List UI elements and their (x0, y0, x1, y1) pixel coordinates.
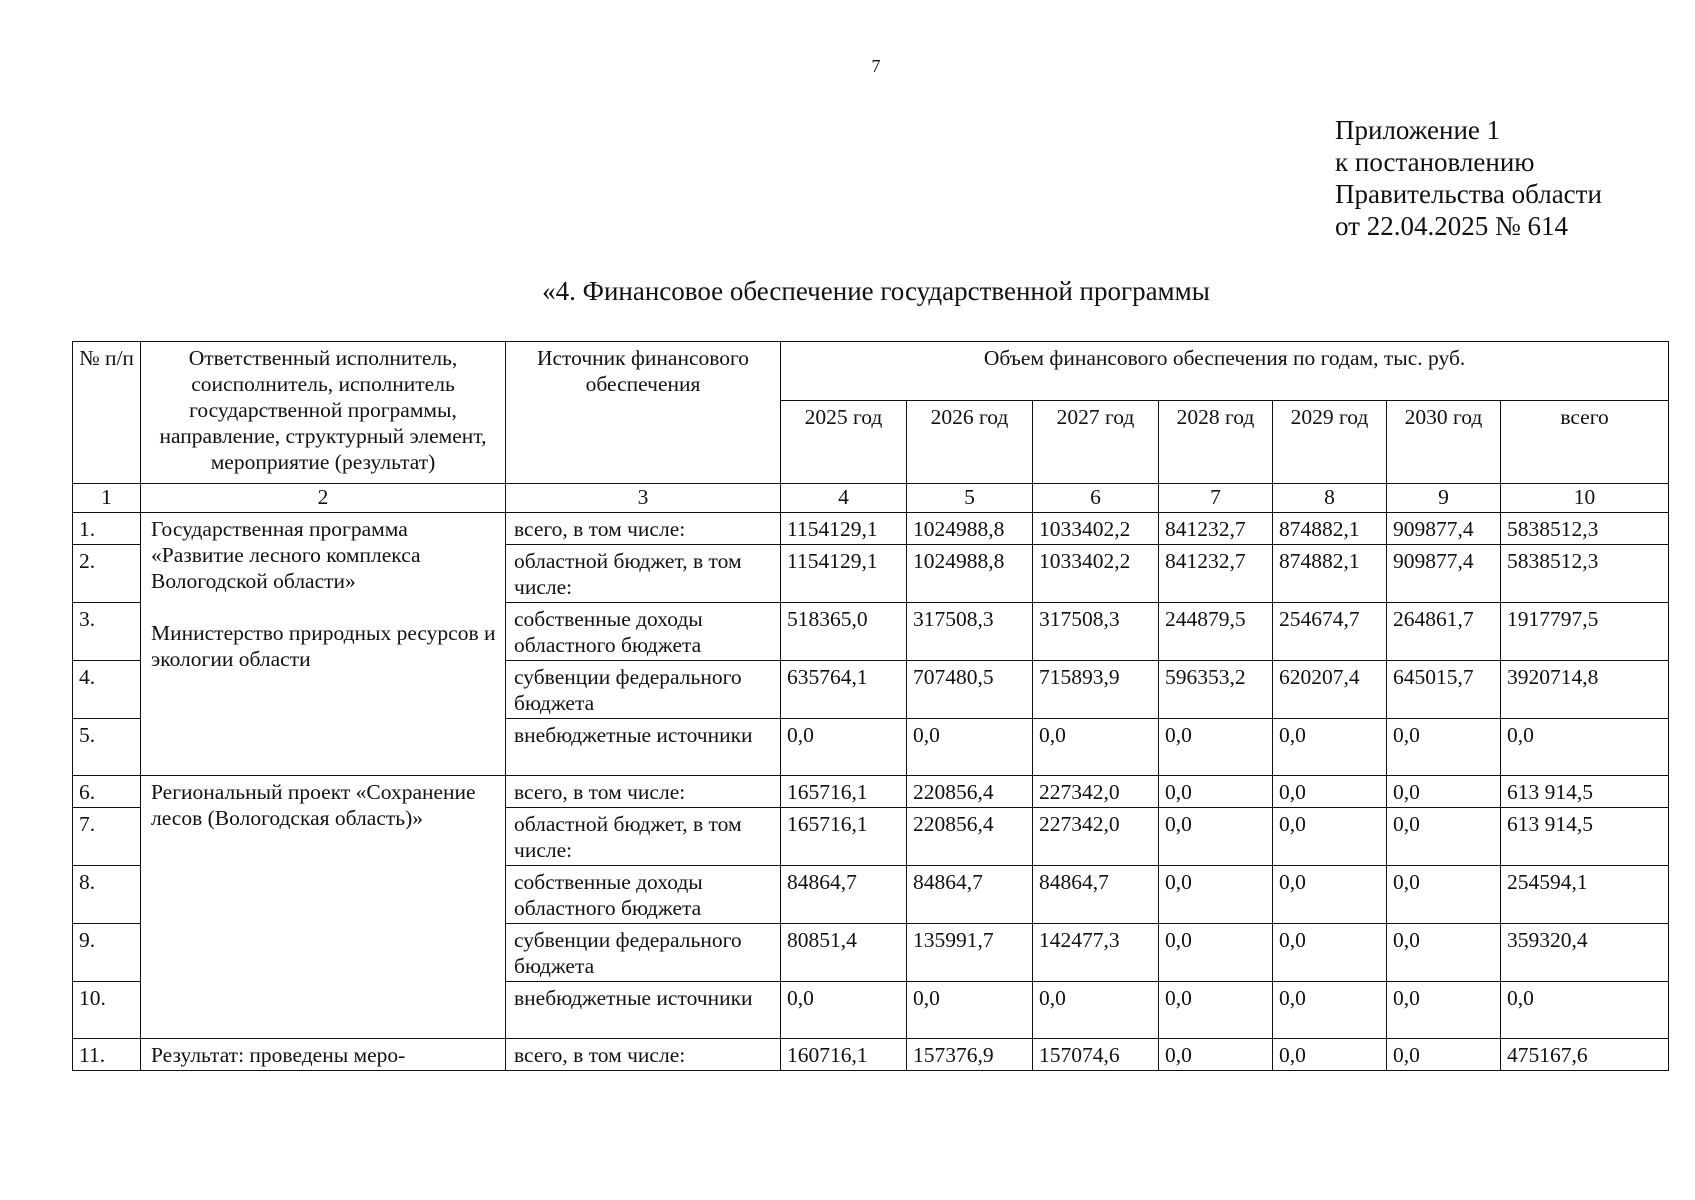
table-row (73, 513, 1669, 545)
source-cell: областной бюджет, в том числе: (506, 808, 781, 866)
source-cell: собственные доходы областного бюджета (506, 866, 781, 924)
value-cell: 620207,4 (1273, 661, 1387, 719)
total-cell: 359320,4 (1501, 924, 1669, 982)
value-cell: 84864,7 (781, 866, 907, 924)
value-cell: 874882,1 (1273, 545, 1387, 603)
value-cell: 165716,1 (781, 808, 907, 866)
total-cell: 0,0 (1501, 982, 1669, 1039)
table-row (73, 1039, 1669, 1071)
row-number: 10. (73, 982, 141, 1039)
value-cell: 841232,7 (1159, 513, 1273, 545)
total-cell: 254594,1 (1501, 866, 1669, 924)
page-number: 7 (871, 56, 881, 76)
row-number: 5. (73, 719, 141, 776)
column-number: 8 (1273, 484, 1387, 513)
total-cell: 613 914,5 (1501, 776, 1669, 808)
value-cell: 80851,4 (781, 924, 907, 982)
value-cell: 909877,4 (1387, 513, 1501, 545)
header-volume: Объем финансового обеспечения по годам, тыс. руб. (781, 342, 1669, 401)
document-title: «4. Финансовое обеспечение государственной программы (542, 276, 1210, 306)
value-cell: 0,0 (1273, 1039, 1387, 1071)
value-cell: 715893,9 (1033, 661, 1159, 719)
value-cell: 874882,1 (1273, 513, 1387, 545)
row-number: 6. (73, 776, 141, 808)
header-source: Источник финансового обеспечения (506, 342, 781, 484)
column-number: 2 (141, 484, 506, 513)
source-cell: всего, в том числе: (506, 513, 781, 545)
row-number: 11. (73, 1039, 141, 1071)
value-cell: 0,0 (1273, 866, 1387, 924)
header-num: № п/п (73, 342, 141, 484)
responsible-text: Государственная программа «Развитие лесного комплекса Вологодской области» (151, 517, 421, 593)
value-cell: 317508,3 (1033, 603, 1159, 661)
value-cell: 1154129,1 (781, 513, 907, 545)
value-cell: 0,0 (1159, 776, 1273, 808)
value-cell: 0,0 (1159, 982, 1273, 1039)
value-cell: 264861,7 (1387, 603, 1501, 661)
value-cell: 0,0 (1273, 808, 1387, 866)
row-number: 7. (73, 808, 141, 866)
header-total: всего (1501, 401, 1669, 484)
value-cell: 0,0 (1159, 866, 1273, 924)
value-cell: 1033402,2 (1033, 545, 1159, 603)
value-cell: 84864,7 (907, 866, 1033, 924)
header-year: 2026 год (907, 401, 1033, 484)
value-cell: 518365,0 (781, 603, 907, 661)
value-cell: 0,0 (1273, 982, 1387, 1039)
value-cell: 0,0 (781, 982, 907, 1039)
source-cell: собственные доходы областного бюджета (506, 603, 781, 661)
header-year: 2025 год (781, 401, 907, 484)
column-number: 9 (1387, 484, 1501, 513)
value-cell: 1024988,8 (907, 513, 1033, 545)
header-year: 2030 год (1387, 401, 1501, 484)
appendix-block (1335, 114, 1602, 242)
value-cell: 0,0 (1159, 808, 1273, 866)
total-cell: 613 914,5 (1501, 808, 1669, 866)
source-cell: областной бюджет, в том числе: (506, 545, 781, 603)
value-cell: 0,0 (1387, 1039, 1501, 1071)
value-cell: 645015,7 (1387, 661, 1501, 719)
responsible-text: Министерство природных ресурсов и экологии области (151, 621, 496, 671)
value-cell: 909877,4 (1387, 545, 1501, 603)
value-cell: 707480,5 (907, 661, 1033, 719)
value-cell: 0,0 (1159, 719, 1273, 776)
header-year: 2027 год (1033, 401, 1159, 484)
column-number: 4 (781, 484, 907, 513)
value-cell: 160716,1 (781, 1039, 907, 1071)
total-cell: 5838512,3 (1501, 545, 1669, 603)
value-cell: 0,0 (1387, 982, 1501, 1039)
column-number: 10 (1501, 484, 1669, 513)
source-cell: внебюджетные источники (506, 982, 781, 1039)
value-cell: 0,0 (1273, 924, 1387, 982)
column-number: 7 (1159, 484, 1273, 513)
source-cell: всего, в том числе: (506, 1039, 781, 1071)
value-cell: 157074,6 (1033, 1039, 1159, 1071)
responsible-cell (141, 776, 506, 1039)
value-cell: 0,0 (1159, 924, 1273, 982)
value-cell: 165716,1 (781, 776, 907, 808)
value-cell: 0,0 (907, 982, 1033, 1039)
column-number: 6 (1033, 484, 1159, 513)
value-cell: 0,0 (1033, 719, 1159, 776)
value-cell: 142477,3 (1033, 924, 1159, 982)
source-cell: субвенции федерального бюджета (506, 661, 781, 719)
total-cell: 475167,6 (1501, 1039, 1669, 1071)
financing-table (72, 341, 1669, 1071)
value-cell: 635764,1 (781, 661, 907, 719)
value-cell: 317508,3 (907, 603, 1033, 661)
responsible-text: Результат: проведены меро- (151, 1043, 406, 1067)
value-cell: 157376,9 (907, 1039, 1033, 1071)
value-cell: 841232,7 (1159, 545, 1273, 603)
column-numbers-row (73, 484, 1669, 513)
value-cell: 220856,4 (907, 808, 1033, 866)
total-cell: 3920714,8 (1501, 661, 1669, 719)
header-responsible: Ответственный исполнитель, соисполнитель, исполнитель государственной программы, направление, структурный элемент, мероприятие (результат) (141, 342, 506, 484)
value-cell: 84864,7 (1033, 866, 1159, 924)
row-number: 4. (73, 661, 141, 719)
total-cell: 0,0 (1501, 719, 1669, 776)
responsible-cell (141, 1039, 506, 1071)
appendix-line: к постановлению (1335, 147, 1535, 177)
appendix-line: Приложение 1 (1335, 115, 1501, 145)
value-cell: 0,0 (907, 719, 1033, 776)
row-number: 9. (73, 924, 141, 982)
value-cell: 0,0 (1387, 776, 1501, 808)
source-cell: всего, в том числе: (506, 776, 781, 808)
value-cell: 254674,7 (1273, 603, 1387, 661)
value-cell: 1154129,1 (781, 545, 907, 603)
source-cell: внебюджетные источники (506, 719, 781, 776)
total-cell: 1917797,5 (1501, 603, 1669, 661)
appendix-line: Правительства области (1335, 179, 1602, 209)
responsible-text: Региональный проект «Сохранение лесов (Вологодская область)» (151, 780, 476, 830)
header-year: 2028 год (1159, 401, 1273, 484)
header-row (73, 342, 1669, 401)
header-year: 2029 год (1273, 401, 1387, 484)
value-cell: 0,0 (1387, 719, 1501, 776)
column-number: 5 (907, 484, 1033, 513)
value-cell: 227342,0 (1033, 808, 1159, 866)
row-number: 8. (73, 866, 141, 924)
responsible-cell (141, 513, 506, 776)
value-cell: 0,0 (1273, 719, 1387, 776)
value-cell: 0,0 (1273, 776, 1387, 808)
appendix-line: от 22.04.2025 № 614 (1335, 211, 1568, 241)
value-cell: 0,0 (1159, 1039, 1273, 1071)
source-cell: субвенции федерального бюджета (506, 924, 781, 982)
value-cell: 0,0 (781, 719, 907, 776)
total-cell: 5838512,3 (1501, 513, 1669, 545)
column-number: 1 (73, 484, 141, 513)
value-cell: 244879,5 (1159, 603, 1273, 661)
row-number: 3. (73, 603, 141, 661)
value-cell: 1033402,2 (1033, 513, 1159, 545)
row-number: 2. (73, 545, 141, 603)
table-row (73, 776, 1669, 808)
value-cell: 596353,2 (1159, 661, 1273, 719)
value-cell: 0,0 (1387, 808, 1501, 866)
value-cell: 0,0 (1387, 866, 1501, 924)
value-cell: 135991,7 (907, 924, 1033, 982)
value-cell: 1024988,8 (907, 545, 1033, 603)
row-number: 1. (73, 513, 141, 545)
value-cell: 0,0 (1033, 982, 1159, 1039)
column-number: 3 (506, 484, 781, 513)
value-cell: 227342,0 (1033, 776, 1159, 808)
value-cell: 220856,4 (907, 776, 1033, 808)
value-cell: 0,0 (1387, 924, 1501, 982)
